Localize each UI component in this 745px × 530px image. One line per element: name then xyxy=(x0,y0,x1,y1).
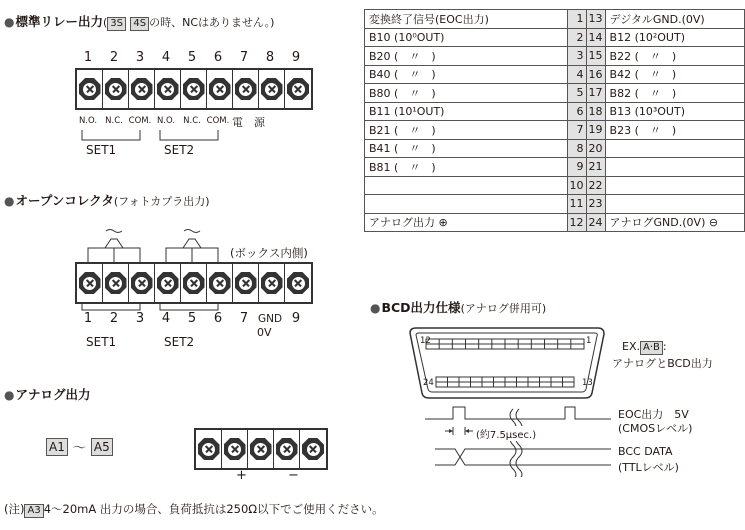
relay-contact-label: COM. xyxy=(206,116,230,126)
table-row xyxy=(365,28,745,47)
pin-12-label: 12 xyxy=(420,336,431,346)
bcd-ex-desc: アナログとBCD出力 xyxy=(612,357,713,370)
pin-number-left: 12 xyxy=(567,213,586,232)
screw-icon xyxy=(82,276,97,291)
analog-plus: + xyxy=(236,468,247,483)
analog-range xyxy=(46,437,113,456)
relay-contact-label: N.C. xyxy=(105,116,123,126)
oc-terminal-strip xyxy=(75,262,313,304)
table-row xyxy=(365,139,745,158)
bcd-connector xyxy=(402,325,612,401)
pin-24-label: 24 xyxy=(423,378,434,388)
right-signal: B12 (10²OUT) xyxy=(605,28,744,47)
oc-terminal-screw xyxy=(233,264,259,302)
relay-box-3s: 3S xyxy=(107,17,126,31)
relay-power-label: 電 源 xyxy=(232,116,265,129)
right-signal xyxy=(605,176,744,195)
pin-number-left: 5 xyxy=(567,84,586,103)
analog-terminal-screw xyxy=(196,430,222,468)
left-signal: B11 (10¹OUT) xyxy=(365,102,568,121)
analog-terminal-screw xyxy=(274,430,300,468)
right-signal: B42 ( 〃 ) xyxy=(605,65,744,84)
screw-icon xyxy=(186,276,201,291)
table-row xyxy=(365,102,745,121)
footnote-pre: (注) xyxy=(4,502,25,516)
table-row xyxy=(365,176,745,195)
screw-icon xyxy=(227,442,242,457)
relay-contact-label: N.C. xyxy=(183,116,201,126)
relay-terminal-screw xyxy=(103,70,129,108)
pin-number-right: 18 xyxy=(586,102,605,121)
oc-terminal-screw xyxy=(129,264,155,302)
bcd-subtitle: (アナログ併用可) xyxy=(460,302,547,315)
relay-terminal-screw xyxy=(155,70,181,108)
relay-terminal-number: 2 xyxy=(109,50,119,65)
bcc-label: BCC DATA xyxy=(618,445,673,458)
pin-number-left: 4 xyxy=(567,65,586,84)
right-signal: B23 ( 〃 ) xyxy=(605,121,744,140)
right-signal: デジタルGND.(0V) xyxy=(605,10,744,29)
left-signal: 変換終了信号(EOC出力) xyxy=(365,10,568,29)
pin-number-right: 21 xyxy=(586,158,605,177)
relay-terminal-number: 5 xyxy=(187,50,197,65)
pin-number-right: 19 xyxy=(586,121,605,140)
signal-table xyxy=(364,9,745,232)
left-signal: B41 ( 〃 ) xyxy=(365,139,568,158)
relay-box-4s: 4S xyxy=(130,17,149,31)
relay-terminal-strip xyxy=(75,68,313,110)
oc-terminal-numbers xyxy=(75,312,309,326)
analog-minus: − xyxy=(288,468,299,483)
table-row xyxy=(365,195,745,214)
left-signal: B21 ( 〃 ) xyxy=(365,121,568,140)
oc-set1: SET1 xyxy=(86,335,117,349)
bcd-heading xyxy=(370,298,546,316)
oc-terminal-number: 3 xyxy=(135,311,145,326)
relay-terminal-number: 6 xyxy=(213,50,223,65)
left-signal: B81 ( 〃 ) xyxy=(365,158,568,177)
oc-terminal-number: 5 xyxy=(187,311,197,326)
table-row xyxy=(365,84,745,103)
screw-icon xyxy=(279,442,294,457)
footnote xyxy=(4,501,384,518)
left-signal: B20 ( 〃 ) xyxy=(365,47,568,66)
relay-contact-label: N.O. xyxy=(156,116,176,126)
pin-number-left: 2 xyxy=(567,28,586,47)
screw-icon xyxy=(238,82,253,97)
relay-terminal-number: 7 xyxy=(239,50,249,65)
screw-icon xyxy=(160,82,175,97)
right-signal: B13 (10³OUT) xyxy=(605,102,744,121)
timing-label: (約7.5μsec.) xyxy=(475,426,537,441)
screw-icon xyxy=(108,276,123,291)
screw-icon xyxy=(306,442,321,457)
table-row xyxy=(365,65,745,84)
pin-number-left: 9 xyxy=(567,158,586,177)
pin-number-right: 22 xyxy=(586,176,605,195)
pin-number-left: 10 xyxy=(567,176,586,195)
table-row xyxy=(365,121,745,140)
analog-heading xyxy=(4,385,91,403)
table-row xyxy=(365,213,745,232)
pin-number-right: 14 xyxy=(586,28,605,47)
pin-number-left: 7 xyxy=(567,121,586,140)
footnote-text: 4～20mA 出力の場合、負荷抵抗は250Ω以下でご使用ください。 xyxy=(43,502,384,516)
relay-title: 標準リレー出力 xyxy=(15,14,103,29)
oc-box-note: (ボックス内側) xyxy=(230,246,308,260)
oc-terminal-number: 6 xyxy=(213,311,223,326)
pin-number-right: 13 xyxy=(586,10,605,29)
relay-note: の時、NCはありません。) xyxy=(149,16,275,29)
relay-contact-label: N.O. xyxy=(78,116,98,126)
table-row xyxy=(365,158,745,177)
relay-terminal-number: 8 xyxy=(265,50,275,65)
screw-icon xyxy=(201,442,216,457)
oc-terminal-screw xyxy=(285,264,311,302)
screw-icon xyxy=(108,82,123,97)
screw-icon xyxy=(160,276,175,291)
pin-13-label: 13 xyxy=(582,378,593,388)
screw-icon xyxy=(238,276,253,291)
oc-terminal-screw xyxy=(103,264,129,302)
oc-terminal-number: 1 xyxy=(83,311,93,326)
relay-set2: SET2 xyxy=(164,143,195,157)
analog-range-to: A5 xyxy=(91,438,113,456)
bcd-ex-box: A·B xyxy=(640,341,663,355)
screw-icon xyxy=(264,276,279,291)
screw-icon xyxy=(82,82,97,97)
relay-terminal-screw xyxy=(77,70,103,108)
footnote-box: A3 xyxy=(24,504,43,518)
oc-terminal-screw xyxy=(259,264,285,302)
analog-terminal-strip xyxy=(194,428,328,470)
relay-contact-label: COM. xyxy=(128,116,152,126)
pin-1-label: 1 xyxy=(586,336,592,346)
right-signal: アナログGND.(0V) ⊖ xyxy=(605,213,744,232)
pin-number-right: 16 xyxy=(586,65,605,84)
eoc-label: EOC出力 5V xyxy=(618,408,689,421)
oc-title: オープンコレクタ xyxy=(15,193,114,208)
oc-terminal-screw xyxy=(181,264,207,302)
left-signal: B40 ( 〃 ) xyxy=(365,65,568,84)
oc-terminal-number: 4 xyxy=(161,311,171,326)
pin-number-right: 17 xyxy=(586,84,605,103)
left-signal xyxy=(365,195,568,214)
relay-terminal-screw xyxy=(285,70,311,108)
left-signal: B10 (10⁰OUT) xyxy=(365,28,568,47)
bullet-icon: ● xyxy=(4,194,15,208)
screw-icon xyxy=(291,82,306,97)
pin-number-left: 1 xyxy=(567,10,586,29)
screw-icon xyxy=(253,442,268,457)
relay-terminal-number: 9 xyxy=(291,50,301,65)
oc-subtitle: (フォトカプラ出力) xyxy=(113,195,210,208)
oc-terminal-number: GND xyxy=(257,313,283,325)
pin-number-right: 24 xyxy=(586,213,605,232)
right-signal xyxy=(605,139,744,158)
screw-icon xyxy=(291,276,306,291)
relay-terminal-screw xyxy=(233,70,259,108)
left-signal: B80 ( 〃 ) xyxy=(365,84,568,103)
pin-number-left: 6 xyxy=(567,102,586,121)
analog-terminal-screw xyxy=(222,430,248,468)
screw-icon xyxy=(186,82,201,97)
relay-terminal-screw xyxy=(129,70,155,108)
right-signal xyxy=(605,195,744,214)
relay-terminal-screw xyxy=(207,70,233,108)
screw-icon xyxy=(212,276,227,291)
oc-terminal-number: 2 xyxy=(109,311,119,326)
analog-terminal-screw xyxy=(248,430,274,468)
bcc-sub: (TTLレベル) xyxy=(618,461,679,474)
analog-terminal-screw xyxy=(300,430,326,468)
pin-number-left: 3 xyxy=(567,47,586,66)
relay-contact-labels xyxy=(75,116,231,126)
relay-terminal-number: 1 xyxy=(83,50,93,65)
bullet-icon: ● xyxy=(4,388,15,402)
relay-bracket-lines xyxy=(75,108,325,148)
photocoupler-symbols xyxy=(75,226,235,262)
bullet-icon: ● xyxy=(4,15,15,29)
eoc-sub: (CMOSレベル) xyxy=(618,422,693,435)
oc-set2: SET2 xyxy=(164,335,195,349)
oc-terminal-screw xyxy=(155,264,181,302)
oc-terminal-screw xyxy=(207,264,233,302)
pin-number-left: 11 xyxy=(567,195,586,214)
relay-set1: SET1 xyxy=(86,143,117,157)
analog-title: アナログ出力 xyxy=(15,387,91,402)
right-signal xyxy=(605,158,744,177)
timing-diagram xyxy=(425,405,615,477)
screw-icon xyxy=(212,82,227,97)
analog-range-from: A1 xyxy=(46,438,68,456)
right-signal: B82 ( 〃 ) xyxy=(605,84,744,103)
relay-terminal-screw xyxy=(259,70,285,108)
relay-note-open: ( xyxy=(103,16,108,29)
pin-number-right: 15 xyxy=(586,47,605,66)
screw-icon xyxy=(264,82,279,97)
pin-number-right: 23 xyxy=(586,195,605,214)
analog-range-sep: ～ xyxy=(72,441,86,456)
screw-icon xyxy=(134,276,149,291)
oc-gnd-sub: 0V xyxy=(257,326,272,339)
relay-terminal-number: 4 xyxy=(161,50,171,65)
left-signal xyxy=(365,176,568,195)
pin-number-left: 8 xyxy=(567,139,586,158)
left-signal: アナログ出力 ⊕ xyxy=(365,213,568,232)
oc-terminal-number: 9 xyxy=(291,311,301,326)
bcd-ex-label: EX. xyxy=(622,340,640,353)
table-row xyxy=(365,10,745,29)
right-signal: B22 ( 〃 ) xyxy=(605,47,744,66)
relay-heading xyxy=(4,12,274,31)
oc-terminal-screw xyxy=(77,264,103,302)
relay-terminal-numbers xyxy=(75,51,309,65)
pin-number-right: 20 xyxy=(586,139,605,158)
relay-terminal-screw xyxy=(181,70,207,108)
relay-terminal-number: 3 xyxy=(135,50,145,65)
bullet-icon: ● xyxy=(370,301,381,315)
oc-heading xyxy=(4,191,210,209)
bcd-example xyxy=(622,340,667,355)
table-row xyxy=(365,47,745,66)
bcd-ex-colon: : xyxy=(662,340,667,353)
bcd-title: BCD出力仕様 xyxy=(381,300,461,315)
oc-terminal-number: 7 xyxy=(239,311,249,326)
screw-icon xyxy=(134,82,149,97)
